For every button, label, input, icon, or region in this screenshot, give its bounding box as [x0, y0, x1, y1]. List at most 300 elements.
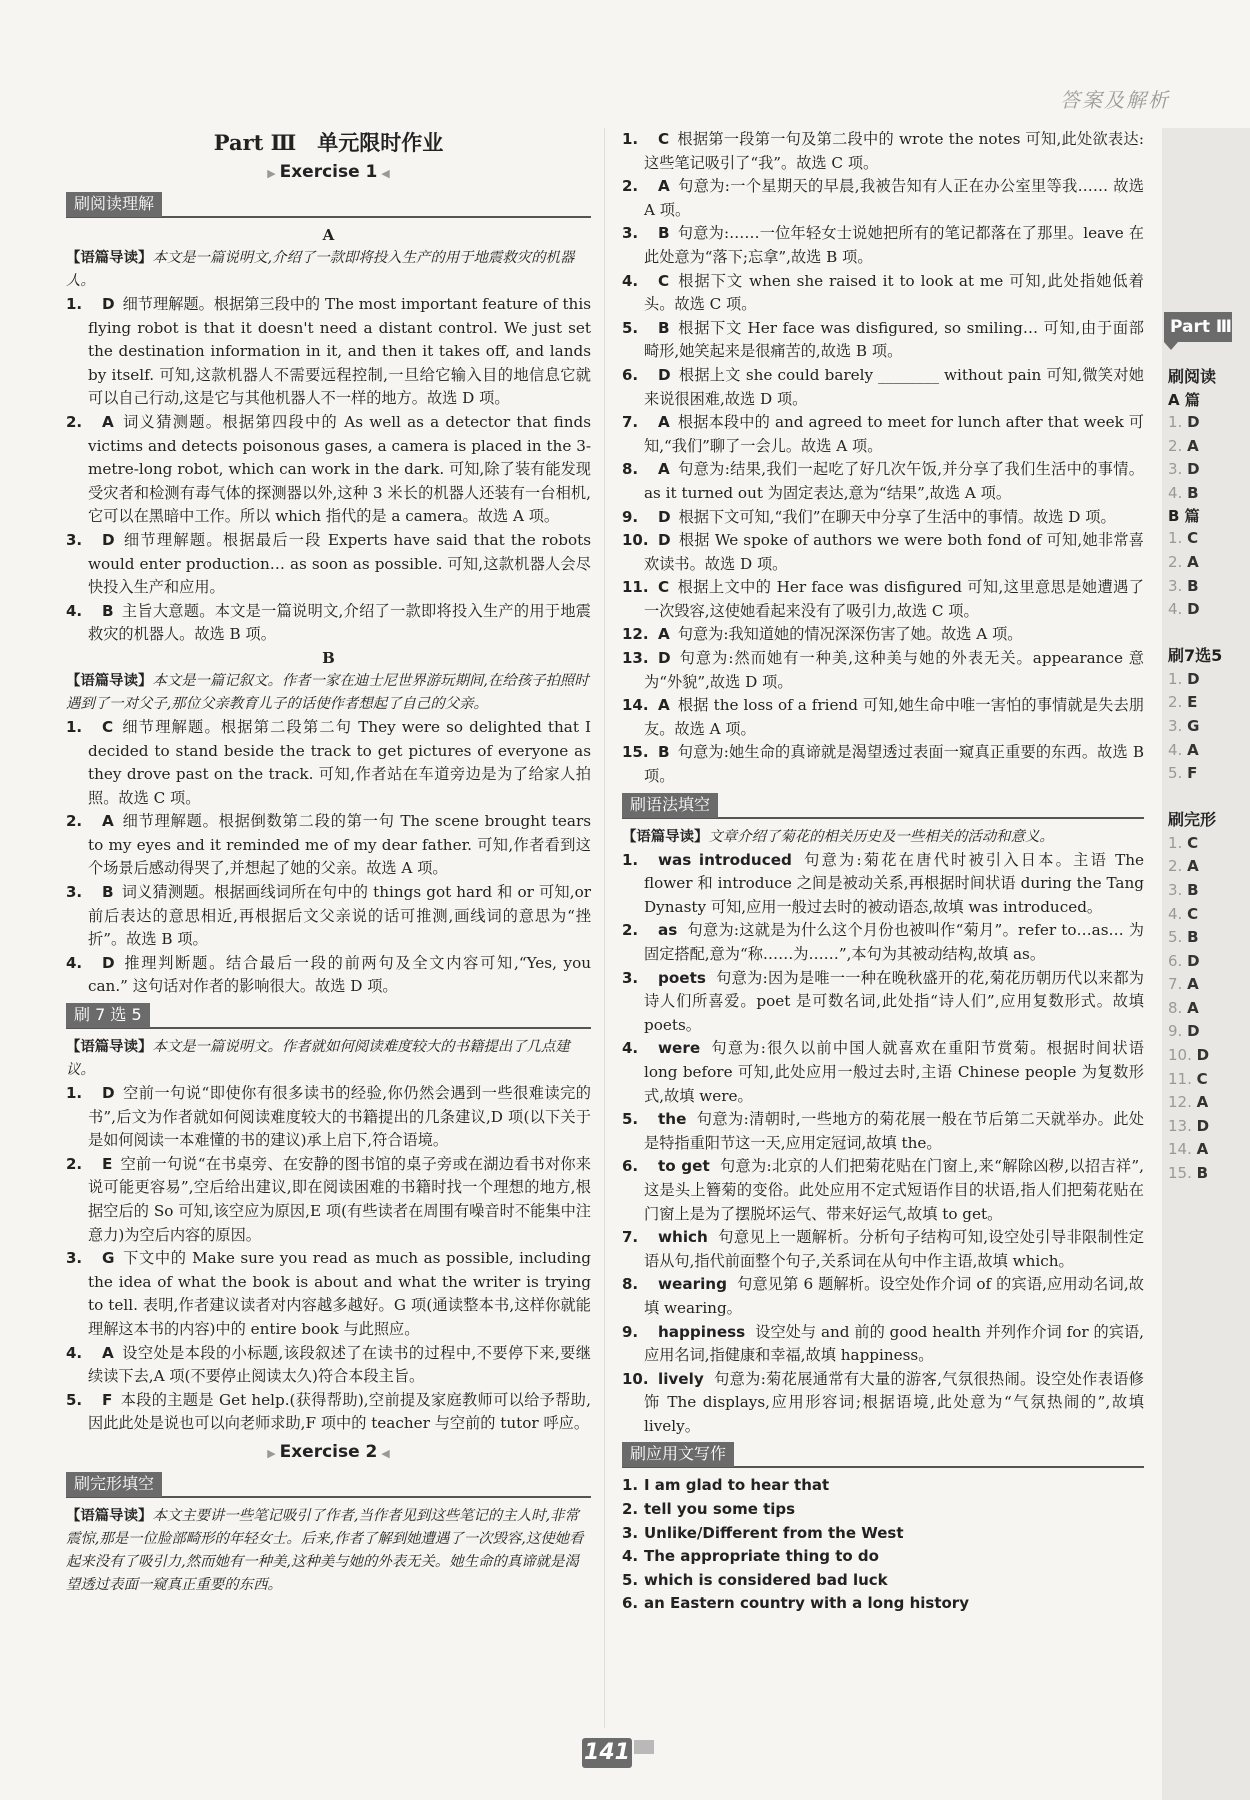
sidebar-answer [1168, 435, 1248, 459]
sidebar-answer-letter: A [1187, 740, 1199, 759]
item-explanation: 根据本段中的 and agreed to meet for lunch after that week 可知,“我们”聊了一会儿。故选 A 项。 [644, 413, 1144, 455]
item-number: 13. [622, 649, 649, 668]
item-answer: D [658, 649, 671, 668]
page-number-tab [634, 1740, 654, 1754]
sidebar-answer-number: 12. [1168, 1093, 1192, 1112]
item-answer: B [658, 318, 670, 337]
grammar-intro [622, 825, 1144, 849]
column-divider [604, 128, 605, 1728]
section-reading-label: 刷阅读理解 [66, 192, 162, 217]
item-answer: D [658, 531, 671, 550]
sidebar-answer-number: 1. [1168, 529, 1183, 548]
item-explanation: 根据下文可知,“我们”在聊天中分享了生活中的事情。故选 D 项。 [678, 507, 1116, 526]
item-answer: A [658, 696, 670, 715]
item-number: 15. [622, 743, 649, 762]
item-answer: D [102, 530, 115, 549]
item-answer: poets [658, 968, 706, 987]
sidebar-answer-letter: D [1196, 1116, 1210, 1135]
sidebar-answer [1168, 832, 1248, 856]
sidebar-answer-letter: D [1187, 951, 1200, 970]
item-explanation: 细节理解题。根据倒数第二段的第一句 The scene brought tears to my eyes and it reminded me of my dear father. 可知,作者看到这个场景后感动得哭了,并想起了她的父亲。故选 A 项。 [88, 812, 591, 878]
item-answer: D [658, 365, 671, 384]
item-number: 14. [622, 696, 649, 715]
sidebar-answer [1168, 715, 1248, 739]
item-answer: was introduced [658, 850, 792, 869]
exercise-1-label: Exercise 1 [279, 162, 378, 182]
item-answer: D [102, 953, 115, 972]
item-explanation: 根据 We spoke of authors we were both fond of 可知,她非常喜欢读书。故选 D 项。 [644, 531, 1144, 573]
item-answer: as [658, 921, 678, 940]
item-number: 7. [622, 1228, 639, 1247]
passage-b-letter: B [322, 648, 335, 667]
answer-item [622, 364, 1144, 411]
item-answer: A [658, 177, 670, 196]
answer-item [66, 810, 591, 881]
sidebar-answer [1168, 903, 1248, 927]
item-explanation: tell you some tips [644, 1500, 796, 1519]
item-explanation: 细节理解题。根据第三段中的 The most important feature of this flying robot is that it doesn't need a distant control. We just set the destination information in it, and then it takes off, and lands by itself. 可知,这款机器人不需要远程控制,一旦给它输入目的地信息它就可以自己行动,这是它与其他机器人不一样的地方。故选 D 项。 [88, 295, 591, 408]
sidebar-answer [1168, 551, 1248, 575]
exercise-2-title [66, 1440, 591, 1466]
answer-item [622, 694, 1144, 741]
answer-item [622, 506, 1144, 530]
item-number: 2. [622, 177, 639, 196]
item-explanation: 句意为:菊花在唐代时被引入日本。主语 The flower 和 introduce 之间是被动关系,再根据时间状语 during the Tang Dynasty 可知,应用一般过去时的被动语态,故填 was introduced。 [644, 850, 1144, 916]
sidebar-answer-number: 4. [1168, 600, 1183, 619]
intro-text: 本文是一篇说明文,介绍了一款即将投入生产的用于地震救灾的机器人。 [66, 250, 575, 289]
item-explanation: 设空处与 and 前的 good health 并列作介词 for 的宾语,应用名词,指健康和幸福,故填 happiness。 [644, 1322, 1144, 1365]
section-cloze [66, 1472, 591, 1498]
sidebar-answer [1168, 1115, 1248, 1139]
item-explanation: 空前一句说“在书桌旁、在安静的图书馆的桌子旁或在湖边看书对你来说可能更容易”,空后给出建议,即在阅读困难的书籍时找一个理想的地方,根据空后的 So 可知,该空应为原因,E 项(有些读者在周围有噪音时不能集中注意力)为空后内容的原因。 [88, 1154, 591, 1244]
item-number: 4. [622, 1039, 639, 1058]
sidebar-answer-number: 3. [1168, 576, 1183, 595]
item-number: 12. [622, 625, 649, 644]
answer-item [622, 623, 1144, 647]
sidebar-answer-letter: A [1187, 857, 1199, 876]
arrow-right-icon: ▶ [267, 167, 280, 180]
answer-item [622, 576, 1144, 623]
item-answer: C [658, 130, 670, 148]
item-answer: A [102, 412, 114, 431]
item-number: 3. [66, 1249, 83, 1268]
item-answer: G [102, 1249, 115, 1268]
sidebar-answer-letter: A [1187, 552, 1199, 571]
sidebar-answer [1168, 1044, 1248, 1068]
passage-a-items [66, 293, 591, 647]
sidebar-answer-number: 2. [1168, 552, 1183, 571]
item-explanation: 句意为:菊花展通常有大量的游客,气氛很热闹。设空处作表语修饰 The displays,应用形容词;根据语境,此处意为“气氛热闹的”,故填 lively。 [644, 1369, 1144, 1435]
answer-item [622, 1522, 1144, 1546]
sidebar-answer [1168, 1068, 1248, 1092]
sidebar-answer-number: 1. [1168, 833, 1183, 852]
section-grammar-label: 刷语法填空 [622, 793, 718, 818]
seven-items [66, 1082, 591, 1436]
answer-item [66, 1153, 591, 1247]
sidebar-answer-number: 13. [1168, 1116, 1192, 1135]
answer-item [622, 1321, 1144, 1368]
item-number: 3. [622, 968, 639, 987]
item-number: 9. [622, 507, 639, 526]
sidebar-subheading: A 篇 [1168, 391, 1200, 409]
item-explanation: 下文中的 Make sure you read as much as possible, including the idea of what the book is about and what the writer is trying to tell. 表明,作者建议读者对内容越多越好。G 项(通读整本书,这样你就能理解这本书的内容)中的 entire book 与此照应。 [88, 1249, 591, 1338]
item-number: 4. [66, 953, 83, 972]
answer-item [622, 1474, 1144, 1498]
item-number: 3. [622, 224, 639, 243]
answer-item [622, 317, 1144, 364]
item-number: 3. [66, 530, 83, 549]
answer-item [622, 1273, 1144, 1320]
intro-tag: 【语篇导读】 [66, 1038, 153, 1056]
item-explanation: 句意为:因为是唯一一种在晚秋盛开的花,菊花历朝历代以来都为诗人们所喜爱。poet 是可数名词,此处指“诗人们”,应用复数形式。故填 poets。 [644, 968, 1144, 1034]
triangle-down-icon [1164, 342, 1178, 350]
item-number: 9. [622, 1322, 639, 1341]
item-explanation: 细节理解题。根据第二段第二句 They were so delighted that I decided to stand beside the track to get pictures of everyone as they drove past on the track. 可知,作者站在车道旁边是为了给家人拍照。故选 C 项。 [88, 717, 591, 807]
item-answer: A [658, 413, 670, 432]
answer-item [66, 1082, 591, 1153]
item-number: 6. [622, 1157, 639, 1176]
item-answer: C [658, 578, 670, 597]
item-explanation: 根据 the loss of a friend 可知,她生命中唯一害怕的事情就是失去朋友。故选 A 项。 [644, 696, 1144, 738]
sidebar-answer-letter: C [1187, 529, 1199, 548]
item-number: 6. [622, 1594, 639, 1613]
item-number: 5. [622, 1110, 639, 1129]
item-answer: B [658, 743, 670, 762]
sidebar-answer [1168, 1162, 1248, 1186]
item-explanation: 句意为:清朝时,一些地方的菊花展一般在节后第二天就举办。此处是特指重阳节这一天,应用定冠词,故填 the。 [644, 1110, 1144, 1152]
sidebar-answer-number: 2. [1168, 436, 1183, 455]
writing-items [622, 1474, 1144, 1616]
sidebar-answer [1168, 691, 1248, 715]
arrow-right-icon: ▶ [267, 1446, 280, 1460]
sidebar-heading: 刷完形 [1168, 809, 1217, 829]
item-number: 1. [66, 295, 83, 313]
item-explanation: 词义猜测题。根据画线词所在句中的 things got hard 和 or 可知,or 前后表达的意思相近,再根据后文父亲说的话可推测,画线词的意思为“挫折”。故选 B 项。 [88, 883, 591, 949]
item-answer: C [102, 717, 114, 736]
sidebar-answer-number: 14. [1168, 1140, 1192, 1159]
grammar-items [622, 849, 1144, 1439]
item-number: 3. [66, 883, 83, 902]
item-explanation: 主旨大意题。本文是一篇说明文,介绍了一款即将投入生产的用于地震救灾的机器人。故选 B 项。 [88, 601, 591, 644]
item-explanation: an Eastern country with a long history [644, 1594, 969, 1613]
item-number: 8. [622, 1275, 639, 1294]
sidebar-answer [1168, 973, 1248, 997]
answer-item [622, 1368, 1144, 1439]
sidebar-answer-letter: C [1196, 1069, 1208, 1088]
item-number: 10. [622, 531, 649, 550]
arrow-left-icon: ◀ [377, 167, 390, 180]
sidebar-answer [1168, 1138, 1248, 1162]
intro-text: 本文是一篇记叙文。作者一家在迪士尼世界游玩期间,在给孩子拍照时遇到了一对父子,那位父亲教育儿子的话使作者想起了自己的父亲。 [66, 672, 589, 712]
sidebar-answer-letter: F [1187, 764, 1198, 783]
sidebar-answer-number: 5. [1168, 764, 1183, 783]
sidebar-answer-letter: G [1187, 716, 1200, 735]
sidebar-answer-number: 1. [1168, 669, 1183, 688]
sidebar-heading: 刷阅读 [1168, 367, 1217, 386]
cloze-items [622, 128, 1144, 789]
answer-item [66, 952, 591, 999]
item-number: 1. [66, 1084, 83, 1103]
item-number: 5. [622, 1570, 639, 1589]
item-number: 5. [622, 318, 639, 337]
item-explanation: 句意为:结果,我们一起吃了好几次午饭,并分享了我们生活中的事情。as it turned out 为固定表达,意为“结果”,故选 A 项。 [644, 460, 1144, 502]
answer-item [622, 647, 1144, 694]
sidebar-answer-letter: B [1187, 483, 1199, 502]
answer-item [622, 1155, 1144, 1226]
section-writing-label: 刷应用文写作 [622, 1442, 734, 1467]
answer-item [66, 529, 591, 600]
passage-b-items [66, 716, 591, 999]
answer-item [66, 411, 591, 529]
sidebar-answer [1168, 926, 1248, 950]
sidebar-answer-letter: E [1187, 693, 1198, 712]
sidebar-answer-letter: B [1187, 880, 1199, 899]
sidebar-answer-letter: C [1187, 904, 1199, 923]
answer-item [622, 1569, 1144, 1593]
cloze-intro [66, 1504, 591, 1597]
sidebar-answer-number: 3. [1168, 880, 1183, 899]
item-explanation: 句意为:我知道她的情况深深伤害了她。故选 A 项。 [677, 625, 1023, 644]
item-answer: A [658, 460, 670, 479]
exercise-2-label: Exercise 2 [279, 1441, 378, 1462]
answer-item [622, 128, 1144, 175]
item-explanation: 细节理解题。根据最后一段 Experts have said that the robots would enter production… as soon as possible. 可知,这款机器人会尽快投入生产和应用。 [88, 530, 591, 597]
answer-item [66, 881, 591, 952]
answer-item [66, 1247, 591, 1341]
sidebar-answer-number: 8. [1168, 998, 1183, 1017]
item-explanation: 句意为:很久以前中国人就喜欢在重阳节赏菊。根据时间状语 long before 可知,此处应用一般过去时,主语 Chinese people 为复数形式,故填 were。 [644, 1039, 1144, 1105]
answer-item [622, 1037, 1144, 1108]
item-answer: D [102, 1084, 115, 1103]
item-number: 2. [622, 1500, 639, 1519]
left-column [66, 128, 591, 1597]
answer-item [622, 175, 1144, 222]
sidebar-answer-number: 4. [1168, 740, 1183, 759]
sidebar-answer [1168, 575, 1248, 599]
item-number: 7. [622, 413, 639, 432]
item-explanation: 根据上文中的 Her face was disfigured 可知,这里意思是她遭遇了一次毁容,这使她看起来没有了吸引力,故选 C 项。 [644, 578, 1144, 620]
item-explanation: 词义猜测题。根据第四段中的 As well as a detector that finds victims and detects poisonous gases, a camera is placed in the 3-metre-long robot, which can work in the dark. 可知,除了装有能发现受灾者和检测有毒气体的探测器以外,这种 3 米长的机器人还装有一台相机,它可以在黑暗中工作。所以 which 指代的是 a camera。故选 A 项。 [88, 412, 591, 526]
item-number: 2. [66, 412, 83, 431]
answer-item [622, 1108, 1144, 1155]
item-number: 4. [66, 601, 83, 620]
answer-item [622, 1592, 1144, 1616]
intro-tag: 【语篇导读】 [66, 671, 153, 689]
sidebar-answer-letter: D [1187, 600, 1200, 619]
sidebar-heading: 刷7选5 [1168, 645, 1223, 665]
item-explanation: 根据下文 Her face was disfigured, so smiling… 可知,由于面部畸形,她笑起来是很痛苦的,故选 B 项。 [644, 318, 1144, 361]
item-answer: A [102, 812, 114, 831]
intro-text: 本文主要讲一些笔记吸引了作者,当作者见到这些笔记的主人时,非常震惊,那是一位脸部畸形的年轻女士。后来,作者了解到她遭遇了一次毁容,这使她看起来没有了吸引力,然而她有一种美,这种美与她的外表无关。她生命的真谛就是渴望透过表面一窥真正重要的东西。 [66, 1507, 584, 1593]
intro-text: 本文是一篇说明文。作者就如何阅读难度较大的书籍提出了几点建议。 [66, 1039, 570, 1079]
arrow-left-icon: ◀ [377, 1446, 390, 1460]
intro-tag: 【语篇导读】 [622, 827, 709, 845]
sidebar-answer-number: 1. [1168, 413, 1183, 431]
item-answer: the [658, 1110, 687, 1129]
item-number: 1. [622, 130, 639, 148]
item-explanation: which is considered bad luck [644, 1570, 888, 1589]
item-number: 2. [66, 1154, 83, 1173]
page-header: 答案及解析 [1060, 88, 1170, 112]
sidebar-answer [1168, 762, 1248, 786]
section-seven [66, 1003, 591, 1029]
passage-a-intro [66, 246, 591, 293]
item-explanation: 句意为:北京的人们把菊花贴在门窗上,来“解除凶秽,以招吉祥”,这是头上簪菊的变俗。此处应用不定式短语作目的状语,指人们把菊花贴在门窗上是为了摆脱坏运气、带来好运气,故填 to get。 [644, 1157, 1144, 1223]
sidebar-answer [1168, 482, 1248, 506]
item-explanation: The appropriate thing to do [644, 1547, 879, 1566]
sidebar-answer-number: 11. [1168, 1069, 1192, 1088]
sidebar-gap [1168, 622, 1248, 644]
item-explanation: 推理判断题。结合最后一段的前两句及全文内容可知,“Yes, you can.” 这句话对作者的影响很大。故选 D 项。 [88, 953, 591, 996]
answer-item [622, 1498, 1144, 1522]
page-number: 141 [582, 1738, 632, 1768]
sidebar-answer-number: 15. [1168, 1164, 1192, 1183]
sidebar-answer-number: 2. [1168, 857, 1183, 876]
sidebar-answer-list [1168, 365, 1248, 1186]
sidebar-subheading: B 篇 [1168, 507, 1200, 526]
item-explanation: 设空处是本段的小标题,该段叙述了在读书的过程中,不要停下来,要继续读下去,A 项(不要停止阅读太久)符合本段主旨。 [88, 1343, 591, 1386]
sidebar-answer-number: 2. [1168, 693, 1183, 712]
item-number: 2. [622, 921, 639, 940]
sidebar-answer [1168, 527, 1248, 551]
section-cloze-label: 刷完形填空 [66, 1472, 162, 1497]
answer-item [622, 222, 1144, 269]
sidebar-answer-number: 4. [1168, 904, 1183, 923]
sidebar-answer-letter: A [1196, 1140, 1209, 1159]
item-answer: D [102, 295, 115, 313]
answer-item [622, 1226, 1144, 1273]
sidebar-answer-number: 3. [1168, 716, 1183, 735]
sidebar-answer-number: 10. [1168, 1046, 1192, 1065]
item-explanation: 句意为:然而她有一种美,这种美与她的外表无关。appearance 意为“外貌”,故选 D 项。 [644, 649, 1144, 691]
part-title: Part Ⅲ 单元限时作业 [213, 130, 444, 155]
item-number: 10. [622, 1369, 649, 1388]
sidebar-answer-letter: D [1187, 669, 1200, 688]
exercise-1-title [66, 160, 591, 186]
answer-item [622, 849, 1144, 920]
item-number: 11. [622, 578, 649, 597]
answer-item [66, 716, 591, 810]
seven-intro [66, 1035, 591, 1082]
answer-item [622, 919, 1144, 966]
sidebar-answer-letter: D [1187, 460, 1200, 479]
item-answer: A [102, 1343, 114, 1362]
item-explanation: 句意为:一个星期天的早晨,我被告知有人正在办公室里等我…… 故选 A 项。 [644, 177, 1144, 219]
answer-item [622, 741, 1144, 788]
item-explanation: 句意为:这就是为什么这个月份也被叫作“菊月”。refer to…as… 为固定搭配,意为“称……为……”,本句为其被动结构,故填 as。 [644, 921, 1144, 963]
sidebar-answer [1168, 1020, 1248, 1044]
sidebar-answer-letter: D [1187, 413, 1200, 431]
item-explanation: 根据第一段第一句及第二段中的 wrote the notes 可知,此处欲表达:这些笔记吸引了“我”。故选 C 项。 [644, 130, 1144, 172]
sidebar-answer [1168, 855, 1248, 879]
answer-item [622, 1545, 1144, 1569]
answer-item [622, 967, 1144, 1038]
sidebar-answer [1168, 458, 1248, 482]
item-number: 8. [622, 460, 639, 479]
sidebar-answer [1168, 879, 1248, 903]
item-number: 6. [622, 365, 639, 384]
item-explanation: 句意见第 6 题解析。设空处作介词 of 的宾语,应用动名词,故填 wearing。 [644, 1275, 1144, 1317]
item-answer: E [102, 1154, 113, 1173]
item-answer: to get [658, 1157, 710, 1176]
sidebar-answer-letter: B [1187, 576, 1199, 595]
sidebar-answer [1168, 997, 1248, 1021]
sidebar-answer [1168, 1091, 1248, 1115]
item-answer: lively [658, 1369, 704, 1388]
item-number: 1. [622, 1476, 639, 1495]
answer-item [66, 1389, 591, 1436]
section-grammar [622, 793, 1144, 819]
item-explanation: 根据上文 she could barely ________ without pain 可知,微笑对她来说很困难,故选 D 项。 [644, 365, 1144, 408]
sidebar-answer [1168, 598, 1248, 622]
answer-item [66, 293, 591, 411]
intro-text: 文章介绍了菊花的相关历史及一些相关的活动和意义。 [708, 828, 1054, 845]
answer-item [66, 600, 591, 647]
item-answer: B [102, 883, 114, 902]
sidebar-answer-letter: C [1187, 833, 1199, 852]
sidebar-answer-number: 3. [1168, 460, 1183, 479]
item-explanation: 根据下文 when she raised it to look at me 可知,此处指她低着头。故选 C 项。 [644, 271, 1144, 314]
item-answer: wearing [658, 1275, 727, 1294]
item-number: 4. [622, 1547, 639, 1566]
sidebar-answer-letter: B [1187, 928, 1199, 947]
middle-column [622, 128, 1144, 1616]
item-number: 5. [66, 1390, 83, 1409]
sidebar-answer-letter: A [1196, 1093, 1209, 1112]
item-number: 4. [66, 1343, 83, 1362]
sidebar-answer [1168, 739, 1248, 763]
item-answer: C [658, 271, 670, 290]
sidebar-answer-number: 6. [1168, 951, 1183, 970]
answer-item [622, 411, 1144, 458]
sidebar-part-tab: Part Ⅲ [1164, 312, 1232, 342]
item-explanation: 句意见上一题解析。分析句子结构可知,设空处引导非限制性定语从句,指代前面整个句子,关系词在从句中作主语,故填 which。 [644, 1228, 1144, 1270]
sidebar-answer [1168, 668, 1248, 692]
item-number: 4. [622, 271, 639, 290]
answer-item [622, 529, 1144, 576]
sidebar-answer-number: 5. [1168, 928, 1183, 947]
intro-tag: 【语篇导读】 [66, 1506, 153, 1524]
passage-b-intro [66, 669, 591, 716]
sidebar-answer [1168, 411, 1248, 435]
answer-item [622, 270, 1144, 317]
section-reading [66, 192, 591, 218]
item-explanation: 空前一句说“即使你有很多读书的经验,你仍然会遇到一些很难读完的书”,后文为作者就如何阅读难度较大的书籍提出的几条建议,D 项(以下关于是如何阅读一本难懂的书的建议)承上启下,符合语境。 [88, 1084, 591, 1150]
sidebar-answer-letter: B [1196, 1164, 1209, 1183]
item-answer: B [658, 224, 670, 243]
item-answer: happiness [658, 1322, 746, 1341]
section-seven-label: 刷 7 选 5 [66, 1003, 150, 1028]
sidebar-answer-number: 7. [1168, 975, 1183, 994]
section-writing [622, 1442, 1144, 1468]
sidebar-answer-letter: A [1187, 436, 1199, 455]
item-answer: which [658, 1228, 708, 1247]
sidebar-answer-letter: D [1187, 1022, 1200, 1041]
item-answer: F [102, 1390, 113, 1409]
item-number: 1. [622, 850, 639, 869]
sidebar-answer-number: 4. [1168, 483, 1183, 502]
answer-item [66, 1342, 591, 1389]
item-answer: D [658, 507, 671, 526]
sidebar-answer-letter: A [1187, 975, 1199, 994]
item-answer: were [658, 1039, 701, 1058]
item-explanation: I am glad to hear that [644, 1476, 830, 1495]
item-explanation: 句意为:……一位年轻女士说她把所有的笔记都落在了那里。leave 在此处意为“落下;忘拿”,故选 B 项。 [644, 224, 1144, 266]
sidebar-answer-number: 9. [1168, 1022, 1183, 1041]
passage-a-letter: A [322, 226, 335, 244]
sidebar-answer-letter: D [1196, 1046, 1210, 1065]
item-number: 1. [66, 717, 83, 736]
